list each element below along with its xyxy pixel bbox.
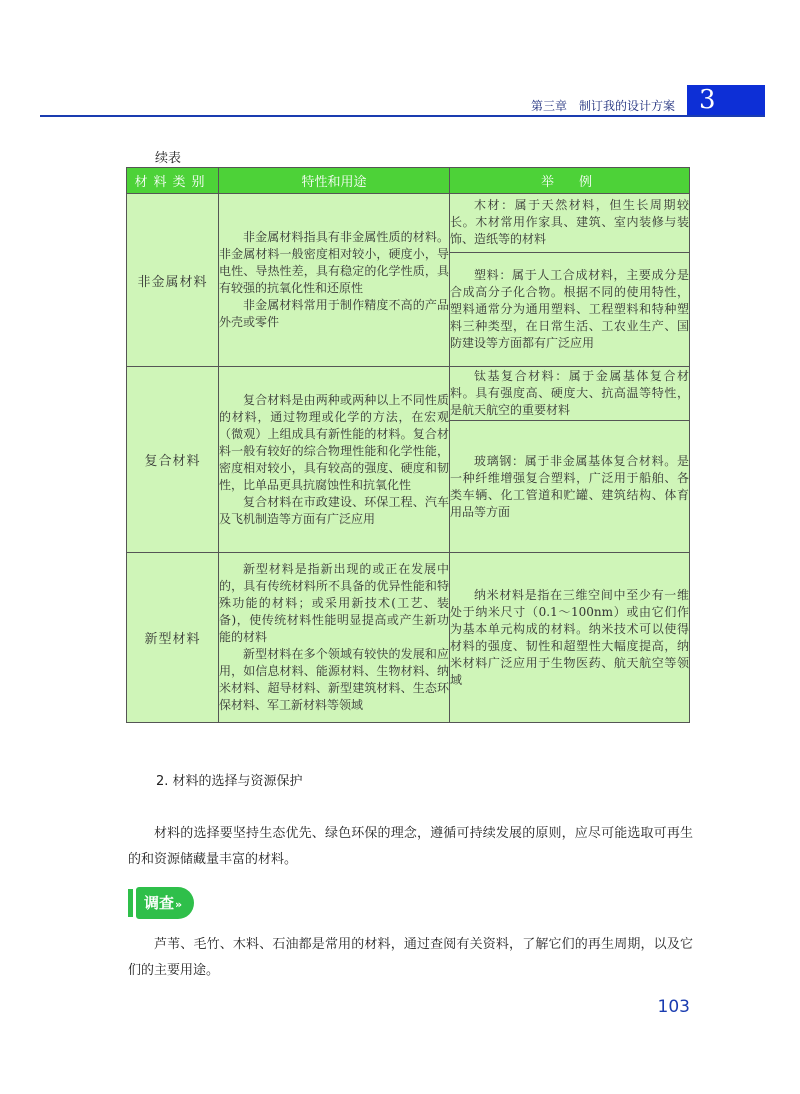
description-cell bbox=[219, 367, 450, 553]
category-cell: 复合材料 bbox=[127, 367, 219, 553]
survey-paragraph: 芦苇、毛竹、木料、石油都是常用的材料，通过查阅有关资料，了解它们的再生周期，以及它们的主要用途。 bbox=[128, 937, 693, 978]
table-continued-label: 续表 bbox=[155, 151, 182, 166]
description-cell bbox=[219, 194, 450, 367]
table-row bbox=[127, 553, 690, 723]
header-divider bbox=[40, 115, 765, 117]
header-category: 材料类别 bbox=[127, 168, 219, 194]
table-row bbox=[127, 194, 690, 253]
section-paragraph: 材料的选择要坚持生态优先、绿色环保的理念，遵循可持续发展的原则，应尽可能选取可再生的和资源储藏量丰富的材料。 bbox=[128, 826, 693, 867]
chapter-number-badge: 3 bbox=[687, 85, 765, 116]
description-cell bbox=[219, 553, 450, 723]
table-row bbox=[127, 367, 690, 421]
example-cell bbox=[450, 367, 690, 421]
chevron-right-icon: » bbox=[175, 898, 183, 911]
example-text: 玻璃钢：属于非金属基体复合材料。是一种纤维增强复合塑料，广泛用于船舶、各类车辆、化工管道和贮罐、建筑结构、体育用品等方面 bbox=[450, 453, 689, 519]
example-text: 钛基复合材料：属于金属基体复合材料。具有强度高、硬度大、抗高温等特性，是航天航空的重要材料 bbox=[450, 369, 689, 418]
description-text: 非金属材料指具有非金属性质的材料。非金属材料一般密度相对较小，硬度小，导电性、导热性差，具有稳定的化学性质，具有较强的抗氧化性和还原性 bbox=[219, 230, 449, 295]
tag-label: 调查 bbox=[144, 894, 175, 912]
description-text: 非金属材料常用于制作精度不高的产品外壳或零件 bbox=[219, 298, 449, 329]
example-cell bbox=[450, 252, 690, 366]
section-title: 2. 材料的选择与资源保护 bbox=[156, 774, 303, 789]
example-text: 塑料：属于人工合成材料，主要成分是合成高分子化合物。根据不同的使用特性，塑料通常分为通用塑料、工程塑料和特种塑料三种类型，在日常生活、工农业生产、国防建设等方面都有广泛应用 bbox=[450, 267, 689, 350]
example-cell bbox=[450, 553, 690, 723]
description-text: 复合材料是由两种或两种以上不同性质的材料，通过物理或化学的方法，在宏观（微观）上组成具有新性能的材料。复合材料一般有较好的综合物理性能和化学性能，密度相对较小，具有较高的强度、硬度和韧性，比单品更具抗腐蚀性和抗氧化性 bbox=[219, 392, 449, 492]
description-text: 复合材料在市政建设、环保工程、汽车及飞机制造等方面有广泛应用 bbox=[219, 494, 449, 526]
header-examples: 举 例 bbox=[450, 168, 690, 194]
description-text: 新型材料在多个领域有较快的发展和应用，如信息材料、能源材料、生物材料、纳米材料、超导材料、新型建筑材料、生态环保材料、军工新材料等领域 bbox=[219, 647, 449, 712]
table-header-row bbox=[127, 168, 690, 194]
example-text: 木材：属于天然材料，但生长周期较长。木材常用作家具、建筑、室内装修与装饰、造纸等的材料 bbox=[450, 198, 689, 247]
example-cell bbox=[450, 421, 690, 553]
example-text: 纳米材料是指在三维空间中至少有一维处于纳米尺寸（0.1～100nm）或由它们作为基本单元构成的材料。纳米技术可以使得材料的强度、韧性和超塑性大幅度提高，纳米材料广泛应用于生物医药、航天航空等领域 bbox=[450, 587, 689, 687]
chapter-title: 第三章 制订我的设计方案 bbox=[530, 99, 675, 113]
description-text: 新型材料是指新出现的或正在发展中的，具有传统材料所不具备的优异性能和特殊功能的材料；或采用新技术(工艺、装备)，使传统材料性能明显提高或产生新功能的材料 bbox=[219, 562, 449, 644]
survey-tag bbox=[128, 887, 194, 919]
example-cell bbox=[450, 194, 690, 253]
page-number: 103 bbox=[657, 997, 690, 1017]
tag-pill bbox=[136, 887, 194, 919]
category-cell: 新型材料 bbox=[127, 553, 219, 723]
category-cell: 非金属材料 bbox=[127, 194, 219, 367]
tag-stripe bbox=[128, 889, 133, 917]
header-properties: 特性和用途 bbox=[219, 168, 450, 194]
materials-table bbox=[126, 167, 690, 723]
